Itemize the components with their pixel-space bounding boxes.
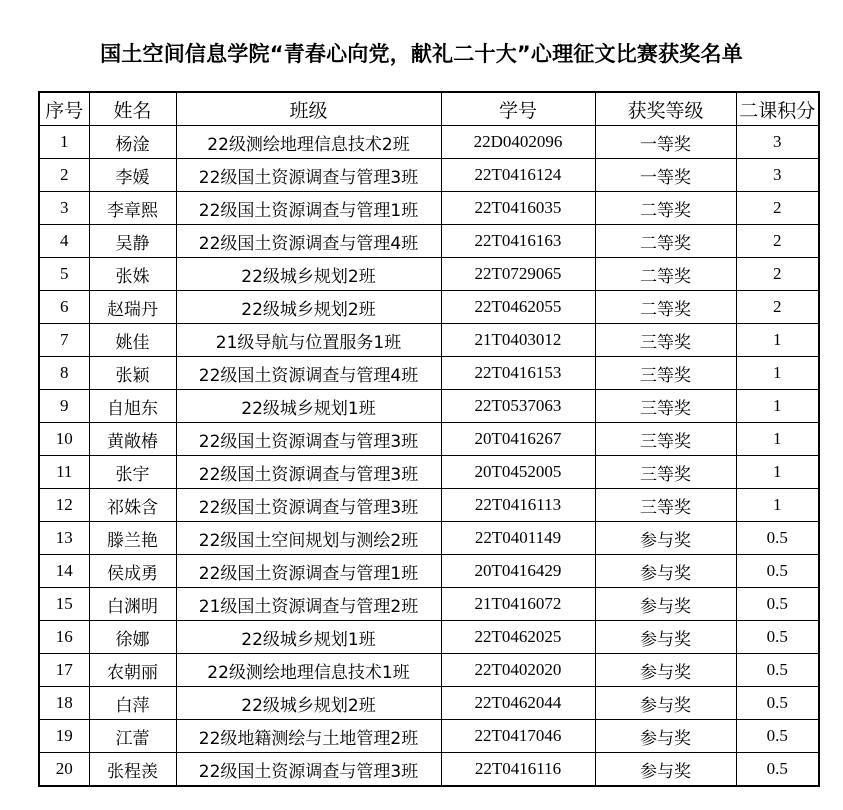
cell-no: 7 [39, 324, 89, 357]
cell-no: 13 [39, 522, 89, 555]
cell-student-id: 20T0416429 [441, 555, 595, 588]
cell-class: 22级国土资源调查与管理1班 [176, 555, 441, 588]
header-row [39, 92, 819, 126]
cell-student-id: 22T0417046 [441, 720, 595, 753]
cell-award-level: 二等奖 [595, 225, 736, 258]
cell-award-level: 三等奖 [595, 423, 736, 456]
cell-student-id: 22T0416163 [441, 225, 595, 258]
cell-no: 6 [39, 291, 89, 324]
cell-credit: 3 [736, 126, 819, 159]
header-student-id: 学号 [441, 92, 595, 126]
table-row [39, 654, 819, 687]
cell-class: 22级国土资源调查与管理3班 [176, 753, 441, 787]
header-class: 班级 [176, 92, 441, 126]
cell-no: 5 [39, 258, 89, 291]
cell-class: 22级城乡规划2班 [176, 291, 441, 324]
cell-award-level: 三等奖 [595, 324, 736, 357]
cell-class: 22级城乡规划1班 [176, 621, 441, 654]
cell-student-id: 21T0403012 [441, 324, 595, 357]
header-credit: 二课积分 [736, 92, 819, 126]
table-row [39, 357, 819, 390]
table-row [39, 588, 819, 621]
cell-student-id: 22D0402096 [441, 126, 595, 159]
table-row [39, 489, 819, 522]
cell-class: 22级地籍测绘与土地管理2班 [176, 720, 441, 753]
cell-name: 祁姝含 [89, 489, 176, 522]
table-row [39, 555, 819, 588]
cell-no: 12 [39, 489, 89, 522]
cell-name: 吴静 [89, 225, 176, 258]
cell-name: 徐娜 [89, 621, 176, 654]
cell-award-level: 三等奖 [595, 489, 736, 522]
table-row [39, 390, 819, 423]
cell-no: 11 [39, 456, 89, 489]
cell-credit: 2 [736, 192, 819, 225]
cell-class: 22级国土资源调查与管理3班 [176, 423, 441, 456]
table-row [39, 753, 819, 787]
cell-class: 22级城乡规划1班 [176, 390, 441, 423]
table-row [39, 258, 819, 291]
award-roster-table [38, 91, 820, 787]
cell-award-level: 参与奖 [595, 720, 736, 753]
cell-student-id: 21T0416072 [441, 588, 595, 621]
cell-name: 李章熙 [89, 192, 176, 225]
cell-award-level: 三等奖 [595, 456, 736, 489]
cell-student-id: 22T0416116 [441, 753, 595, 787]
cell-award-level: 参与奖 [595, 522, 736, 555]
cell-name: 自旭东 [89, 390, 176, 423]
table-row [39, 291, 819, 324]
cell-name: 黄敞椿 [89, 423, 176, 456]
cell-award-level: 参与奖 [595, 555, 736, 588]
cell-no: 8 [39, 357, 89, 390]
cell-student-id: 22T0462025 [441, 621, 595, 654]
cell-no: 17 [39, 654, 89, 687]
cell-credit: 0.5 [736, 720, 819, 753]
cell-credit: 1 [736, 423, 819, 456]
table-row [39, 456, 819, 489]
cell-name: 张宇 [89, 456, 176, 489]
table-row [39, 126, 819, 159]
cell-student-id: 22T0401149 [441, 522, 595, 555]
cell-class: 22级测绘地理信息技术1班 [176, 654, 441, 687]
cell-award-level: 参与奖 [595, 687, 736, 720]
cell-class: 22级国土资源调查与管理3班 [176, 159, 441, 192]
cell-class: 22级测绘地理信息技术2班 [176, 126, 441, 159]
cell-credit: 0.5 [736, 555, 819, 588]
cell-student-id: 22T0537063 [441, 390, 595, 423]
cell-class: 22级国土资源调查与管理4班 [176, 225, 441, 258]
cell-class: 22级城乡规划2班 [176, 687, 441, 720]
cell-class: 22级国土空间规划与测绘2班 [176, 522, 441, 555]
cell-no: 18 [39, 687, 89, 720]
cell-no: 4 [39, 225, 89, 258]
cell-credit: 0.5 [736, 621, 819, 654]
cell-credit: 2 [736, 225, 819, 258]
cell-name: 杨淦 [89, 126, 176, 159]
cell-student-id: 22T0416153 [441, 357, 595, 390]
cell-class: 21级国土资源调查与管理2班 [176, 588, 441, 621]
cell-award-level: 参与奖 [595, 621, 736, 654]
cell-student-id: 22T0416035 [441, 192, 595, 225]
cell-class: 21级导航与位置服务1班 [176, 324, 441, 357]
cell-award-level: 一等奖 [595, 159, 736, 192]
cell-credit: 0.5 [736, 522, 819, 555]
cell-award-level: 一等奖 [595, 126, 736, 159]
cell-class: 22级国土资源调查与管理4班 [176, 357, 441, 390]
cell-credit: 2 [736, 258, 819, 291]
cell-no: 2 [39, 159, 89, 192]
cell-student-id: 20T0452005 [441, 456, 595, 489]
cell-name: 张姝 [89, 258, 176, 291]
cell-name: 张颖 [89, 357, 176, 390]
cell-name: 滕兰艳 [89, 522, 176, 555]
table-row [39, 192, 819, 225]
table-header [39, 92, 819, 126]
cell-name: 姚佳 [89, 324, 176, 357]
cell-credit: 3 [736, 159, 819, 192]
cell-award-level: 二等奖 [595, 258, 736, 291]
table-row [39, 159, 819, 192]
cell-credit: 0.5 [736, 588, 819, 621]
cell-credit: 1 [736, 390, 819, 423]
cell-no: 15 [39, 588, 89, 621]
cell-award-level: 二等奖 [595, 291, 736, 324]
cell-no: 19 [39, 720, 89, 753]
cell-credit: 0.5 [736, 687, 819, 720]
cell-class: 22级城乡规划2班 [176, 258, 441, 291]
header-no: 序号 [39, 92, 89, 126]
cell-no: 16 [39, 621, 89, 654]
cell-credit: 1 [736, 324, 819, 357]
cell-name: 农朝丽 [89, 654, 176, 687]
cell-award-level: 参与奖 [595, 753, 736, 787]
cell-student-id: 22T0402020 [441, 654, 595, 687]
cell-name: 侯成勇 [89, 555, 176, 588]
cell-credit: 1 [736, 357, 819, 390]
header-name: 姓名 [89, 92, 176, 126]
cell-credit: 1 [736, 489, 819, 522]
cell-student-id: 22T0416113 [441, 489, 595, 522]
cell-no: 20 [39, 753, 89, 787]
cell-credit: 0.5 [736, 654, 819, 687]
cell-name: 白萍 [89, 687, 176, 720]
cell-award-level: 二等奖 [595, 192, 736, 225]
cell-student-id: 22T0462055 [441, 291, 595, 324]
cell-no: 14 [39, 555, 89, 588]
cell-credit: 0.5 [736, 753, 819, 787]
cell-no: 1 [39, 126, 89, 159]
table-row [39, 720, 819, 753]
table-row [39, 324, 819, 357]
document-title: 国土空间信息学院“青春心向党，献礼二十大”心理征文比赛获奖名单 [100, 42, 743, 66]
cell-class: 22级国土资源调查与管理3班 [176, 489, 441, 522]
table-body [39, 126, 819, 787]
table-row [39, 621, 819, 654]
cell-award-level: 参与奖 [595, 588, 736, 621]
cell-name: 张程羡 [89, 753, 176, 787]
cell-award-level: 参与奖 [595, 654, 736, 687]
cell-class: 22级国土资源调查与管理1班 [176, 192, 441, 225]
cell-no: 10 [39, 423, 89, 456]
table-row [39, 687, 819, 720]
cell-name: 赵瑞丹 [89, 291, 176, 324]
cell-award-level: 三等奖 [595, 390, 736, 423]
table-row [39, 522, 819, 555]
cell-credit: 2 [736, 291, 819, 324]
cell-name: 白渊明 [89, 588, 176, 621]
table-row [39, 225, 819, 258]
cell-no: 3 [39, 192, 89, 225]
cell-name: 李媛 [89, 159, 176, 192]
cell-student-id: 22T0416124 [441, 159, 595, 192]
cell-credit: 1 [736, 456, 819, 489]
cell-no: 9 [39, 390, 89, 423]
cell-award-level: 三等奖 [595, 357, 736, 390]
table-row [39, 423, 819, 456]
cell-student-id: 22T0729065 [441, 258, 595, 291]
cell-student-id: 22T0462044 [441, 687, 595, 720]
cell-name: 江蕾 [89, 720, 176, 753]
cell-student-id: 20T0416267 [441, 423, 595, 456]
header-award-level: 获奖等级 [595, 92, 736, 126]
cell-class: 22级国土资源调查与管理3班 [176, 456, 441, 489]
